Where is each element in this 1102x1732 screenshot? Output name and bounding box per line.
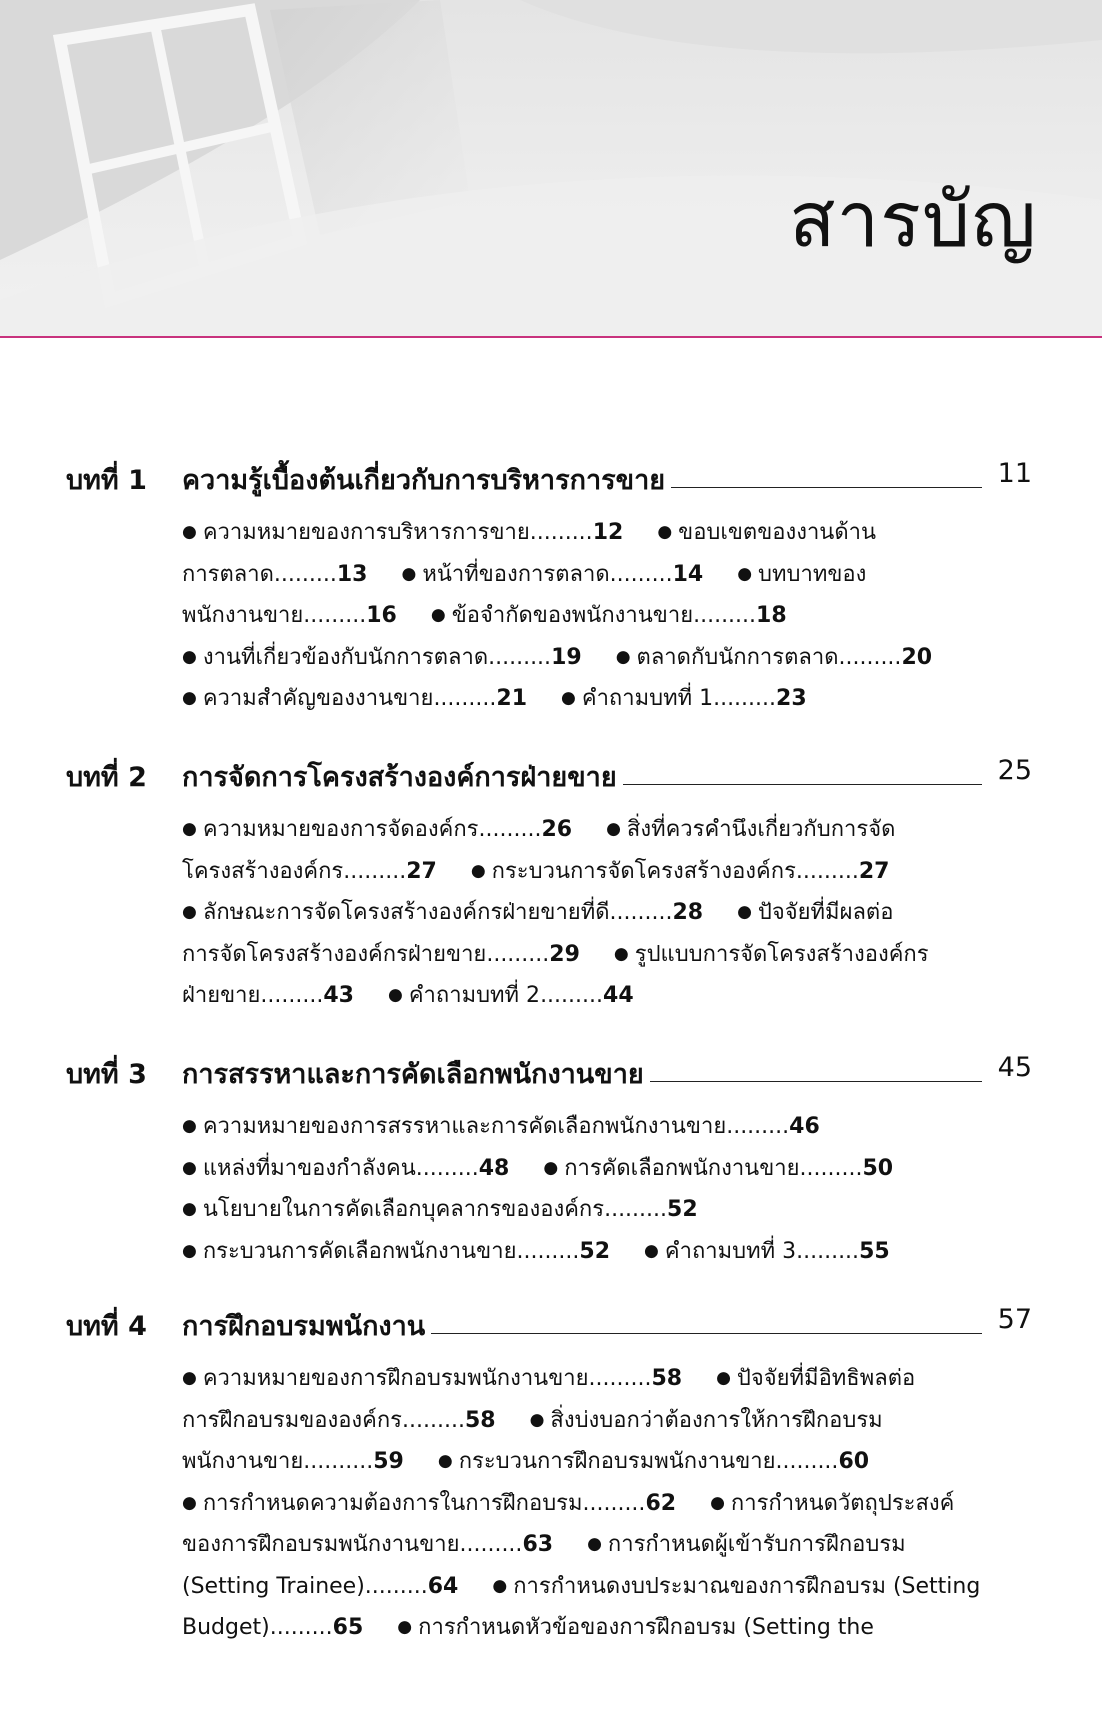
topic-entry[interactable] [182,1491,676,1516]
topic-line [182,1148,1042,1190]
chapter-section [0,1052,1102,1272]
topic-entry[interactable] [737,900,893,925]
topic-page-number: 62 [645,1490,677,1516]
bullet-icon: ● [561,688,576,708]
chapter-page-number: 45 [997,1052,1032,1083]
topic-page-number: 21 [496,686,528,711]
topic-entry[interactable] [431,603,787,628]
topic-line [182,851,1042,893]
topic-text: แหล่งที่มาของกำลังคน [202,1155,416,1181]
topic-entry[interactable] [606,817,895,842]
topic-line [182,512,1042,554]
topic-entry[interactable] [182,859,437,884]
dot-leader: ......... [459,1532,523,1557]
topic-line [182,1358,1042,1400]
topic-page-number: 52 [579,1238,611,1264]
topic-entry[interactable] [182,1197,698,1222]
topic-text: การกำหนดหัวข้อของการฝึกอบรม (Setting the [418,1615,874,1640]
topic-entry[interactable] [182,1615,363,1640]
dot-leader: ......... [303,603,367,628]
bullet-icon: ● [182,688,197,708]
bullet-icon: ● [613,943,629,964]
topic-entry[interactable] [388,983,634,1008]
topic-text: หน้าที่ของการตลาด [422,561,610,587]
topic-page-number: 13 [336,561,368,587]
topic-page-number: 58 [651,1366,683,1391]
dot-leader: ......... [582,1490,646,1516]
topic-text: กระบวนการคัดเลือกพนักงานขาย [202,1238,517,1264]
topic-text: การกำหนดวัตถุประสงค์ [730,1490,955,1516]
topic-text: ของการฝึกอบรมพนักงานขาย [182,1532,460,1557]
dot-leader: ......... [540,983,604,1008]
chapter-page-number: 11 [997,458,1032,489]
topic-text: สิ่งบ่งบอกว่าต้องการให้การฝึกอบรม [550,1407,883,1433]
chapter-title[interactable]: ความรู้เบื้องต้นเกี่ยวกับการบริหารการขาย [182,458,671,501]
topic-page-number: 14 [672,561,704,587]
topic-entry[interactable] [710,1491,954,1516]
topic-page-number: 48 [478,1155,510,1181]
bullet-icon: ● [397,1617,413,1637]
chapter-page-number: 25 [997,755,1032,786]
topic-text: ความหมายของการบริหารการขาย [202,520,530,545]
bullet-icon: ● [529,1409,545,1430]
chapter-number: บทที่ 3 [66,1059,147,1090]
bullet-icon: ● [615,646,631,667]
topic-line [182,809,1042,851]
dot-leader: ......... [609,900,673,925]
topic-text: การกำหนดความต้องการในการฝึกอบรม [202,1490,583,1516]
topic-text: ปัจจัยที่มีอิทธิพลต่อ [736,1366,916,1391]
topic-entry[interactable] [182,1156,509,1181]
topic-line [182,595,1042,637]
dot-leader: ......... [269,1615,333,1640]
bullet-icon: ● [182,646,197,667]
topic-entry[interactable] [644,1239,890,1264]
bullet-icon: ● [657,522,673,542]
topic-page-number: 19 [551,644,582,670]
dot-leader: ......... [588,1366,652,1391]
bullet-icon: ● [182,1492,197,1513]
topic-entry[interactable] [182,817,572,842]
topic-text: ความหมายของการฝึกอบรมพนักงานขาย [202,1366,589,1391]
topic-page-number: 12 [592,520,624,545]
topic-text: ปัจจัยที่มีผลต่อ [757,900,894,925]
topic-page-number: 44 [603,983,634,1008]
dot-leader: ......... [478,817,542,842]
bullet-icon: ● [182,902,197,922]
chapter-number: บทที่ 1 [66,465,147,496]
topic-text: การฝึกอบรมขององค์กร [182,1407,402,1433]
topic-entry[interactable] [182,942,580,967]
dot-leader: ......... [838,644,902,670]
bullet-icon: ● [543,1157,559,1178]
dot-leader: ......... [402,1407,465,1433]
topic-entry[interactable] [543,1156,893,1181]
bullet-icon: ● [430,605,446,625]
topic-page-number: 27 [406,858,437,884]
topic-entry[interactable] [397,1615,874,1640]
topic-text: พนักงานขาย [182,603,304,628]
topic-text: สิ่งที่ควรคำนึงเกี่ยวกับการจัด [626,817,896,842]
topic-text: กระบวนการจัดโครงสร้างองค์กร [491,858,796,884]
topic-text: การกำหนดงบประมาณของการฝึกอบรม (Setting [513,1573,981,1599]
topic-entry[interactable] [657,520,876,545]
topic-text: บทบาทของ [758,561,867,587]
dot-leader: ......... [726,1114,790,1139]
topic-entry[interactable] [616,645,932,670]
topic-entry[interactable] [182,686,527,711]
chapter-topics [182,512,1042,720]
topic-entry[interactable] [737,562,866,587]
topic-text: นโยบายในการคัดเลือกบุคลากรขององค์กร [202,1197,605,1222]
topic-text: รูปแบบการจัดโครงสร้างองค์กร [634,941,929,967]
topic-text: คำถามบทที่ 3 [664,1238,797,1264]
topic-entry[interactable] [530,1408,883,1433]
topic-entry[interactable] [587,1532,906,1557]
dot-leader: ......... [693,603,757,628]
topic-entry[interactable] [561,686,807,711]
dot-leader: ......... [799,1155,863,1181]
bullet-icon: ● [182,1199,197,1219]
topic-entry[interactable] [182,1408,496,1433]
dot-leader: ......... [529,520,593,545]
topic-text: (Setting Trainee) [182,1573,365,1599]
chapter-topics [182,1358,1042,1649]
topic-text: ความหมายของการจัดองค์กร [202,817,479,842]
topic-text: การคัดเลือกพนักงานขาย [564,1155,800,1181]
topic-line [182,1607,1042,1649]
topic-text: ขอบเขตของงานด้าน [678,520,877,545]
bullet-icon: ● [737,563,753,584]
topic-entry[interactable] [182,900,703,925]
topic-text: การตลาด [182,561,274,587]
bullet-icon: ● [182,1240,197,1261]
dot-leader: ......... [260,983,324,1008]
topic-entry[interactable] [182,1366,682,1391]
topic-line [182,1231,1042,1273]
topic-text: คำถามบทที่ 2 [408,983,541,1008]
topic-text: กระบวนการฝึกอบรมพนักงานขาย [458,1449,776,1474]
chapter-section [0,1304,1102,1649]
topic-text: คำถามบทที่ 1 [581,686,714,711]
dot-leader: ......... [713,686,777,711]
dot-leader: ......... [488,644,552,670]
chapter-topics [182,1106,1042,1272]
topic-text: Budget) [182,1615,270,1640]
chapter-heading [0,458,1102,502]
topic-entry[interactable] [614,942,929,967]
topic-text: การกำหนดผู้เข้ารับการฝึกอบรม [607,1532,906,1557]
topic-entry[interactable] [182,1574,458,1599]
topic-text: งานที่เกี่ยวข้องกับนักการตลาด [202,644,489,670]
topic-page-number: 29 [549,941,580,967]
chapter-heading [0,1304,1102,1348]
bullet-icon: ● [710,1492,725,1513]
topic-page-number: 43 [323,983,354,1008]
topic-entry[interactable] [182,1449,404,1474]
dot-leader: ......... [343,858,407,884]
dot-leader: .......... [303,1449,374,1474]
topic-line [182,1524,1042,1566]
topic-text: ข้อจำกัดของพนักงานขาย [451,603,694,628]
chapter-title[interactable]: การสรรหาและการคัดเลือกพนักงานขาย [182,1052,650,1095]
topic-entry[interactable] [471,859,890,884]
topic-text: พนักงานขาย [182,1449,304,1474]
bullet-icon: ● [182,1116,197,1136]
topic-page-number: 46 [789,1114,820,1139]
bullet-icon: ● [644,1240,659,1261]
dot-leader: ......... [486,941,550,967]
topic-line [182,1189,1042,1231]
topic-text: ความสำคัญของงานขาย [202,686,434,711]
topic-entry[interactable] [182,603,397,628]
chapter-title[interactable]: การฝึกอบรมพนักงาน [182,1304,431,1347]
dot-leader: ......... [796,1238,860,1264]
bullet-icon: ● [470,860,486,881]
topic-line [182,678,1042,720]
topic-page-number: 27 [858,858,890,884]
bullet-icon: ● [716,1368,731,1388]
bullet-icon: ● [606,819,621,839]
topic-entry[interactable] [182,1532,553,1557]
topic-line [182,637,1042,679]
dot-leader: ......... [516,1238,580,1264]
topic-entry[interactable] [182,1114,820,1139]
bullet-icon: ● [182,522,197,542]
topic-entry[interactable] [492,1574,980,1599]
topic-page-number: 60 [838,1449,870,1474]
topic-text: ตลาดกับนักการตลาด [636,644,839,670]
topic-entry[interactable] [716,1366,915,1391]
topic-page-number: 23 [776,686,807,711]
topic-text: ความหมายของการสรรหาและการคัดเลือกพนักงานขาย [202,1114,727,1139]
topic-page-number: 26 [541,817,573,842]
bullet-icon: ● [401,563,417,584]
topic-page-number: 28 [672,900,704,925]
bullet-icon: ● [587,1534,602,1554]
topic-page-number: 64 [427,1573,459,1599]
topic-entry[interactable] [182,1239,610,1264]
dot-leader: ......... [795,858,859,884]
topic-entry[interactable] [182,520,623,545]
topic-page-number: 58 [464,1407,496,1433]
topic-entry[interactable] [182,562,367,587]
chapter-section [0,755,1102,1017]
bullet-icon: ● [182,1368,197,1388]
topic-text: การจัดโครงสร้างองค์กรฝ่ายขาย [182,941,487,967]
header-banner [0,0,1102,338]
topic-line [182,975,1042,1017]
topic-page-number: 18 [756,603,787,628]
chapter-heading [0,755,1102,799]
dot-leader: ......... [273,561,337,587]
topic-page-number: 50 [862,1155,894,1181]
topic-entry[interactable] [182,645,582,670]
dot-leader: ......... [364,1573,428,1599]
topic-line [182,1106,1042,1148]
topic-page-number: 59 [373,1449,404,1474]
chapter-title[interactable]: การจัดการโครงสร้างองค์การฝ่ายขาย [182,755,623,798]
topic-line [182,892,1042,934]
topic-line [182,1441,1042,1483]
topic-page-number: 63 [522,1532,554,1557]
bullet-icon: ● [182,1157,197,1178]
chapter-number: บทที่ 2 [66,762,147,793]
dot-leader: ......... [433,686,497,711]
chapter-section [0,458,1102,720]
topic-line [182,1400,1042,1442]
bullet-icon: ● [492,1575,508,1596]
bullet-icon: ● [182,819,197,839]
dot-leader: ......... [415,1155,479,1181]
dot-leader: ......... [775,1449,839,1474]
topic-text: โครงสร้างองค์กร [182,858,344,884]
topic-line [182,554,1042,596]
topic-entry[interactable] [438,1449,869,1474]
bullet-icon: ● [388,985,403,1005]
topic-text: ลักษณะการจัดโครงสร้างองค์กรฝ่ายขายที่ดี [202,900,610,925]
topic-line [182,934,1042,976]
topic-page-number: 20 [901,644,933,670]
topic-text: ฝ่ายขาย [182,983,261,1008]
topic-page-number: 65 [332,1615,364,1640]
topic-entry[interactable] [401,562,703,587]
decorative-window-graphic [0,0,1102,336]
dot-leader: ......... [609,561,673,587]
topic-line [182,1483,1042,1525]
chapter-heading [0,1052,1102,1096]
bullet-icon: ● [737,902,752,922]
topic-line [182,1566,1042,1608]
topic-entry[interactable] [182,983,354,1008]
chapter-page-number: 57 [997,1304,1032,1335]
topic-page-number: 55 [859,1238,890,1264]
bullet-icon: ● [437,1451,453,1471]
topic-page-number: 52 [667,1197,698,1222]
chapter-number: บทที่ 4 [66,1311,147,1342]
page-title: สารบัญ [789,175,1037,264]
chapter-topics [182,809,1042,1017]
topic-page-number: 16 [366,603,397,628]
dot-leader: ......... [604,1197,668,1222]
